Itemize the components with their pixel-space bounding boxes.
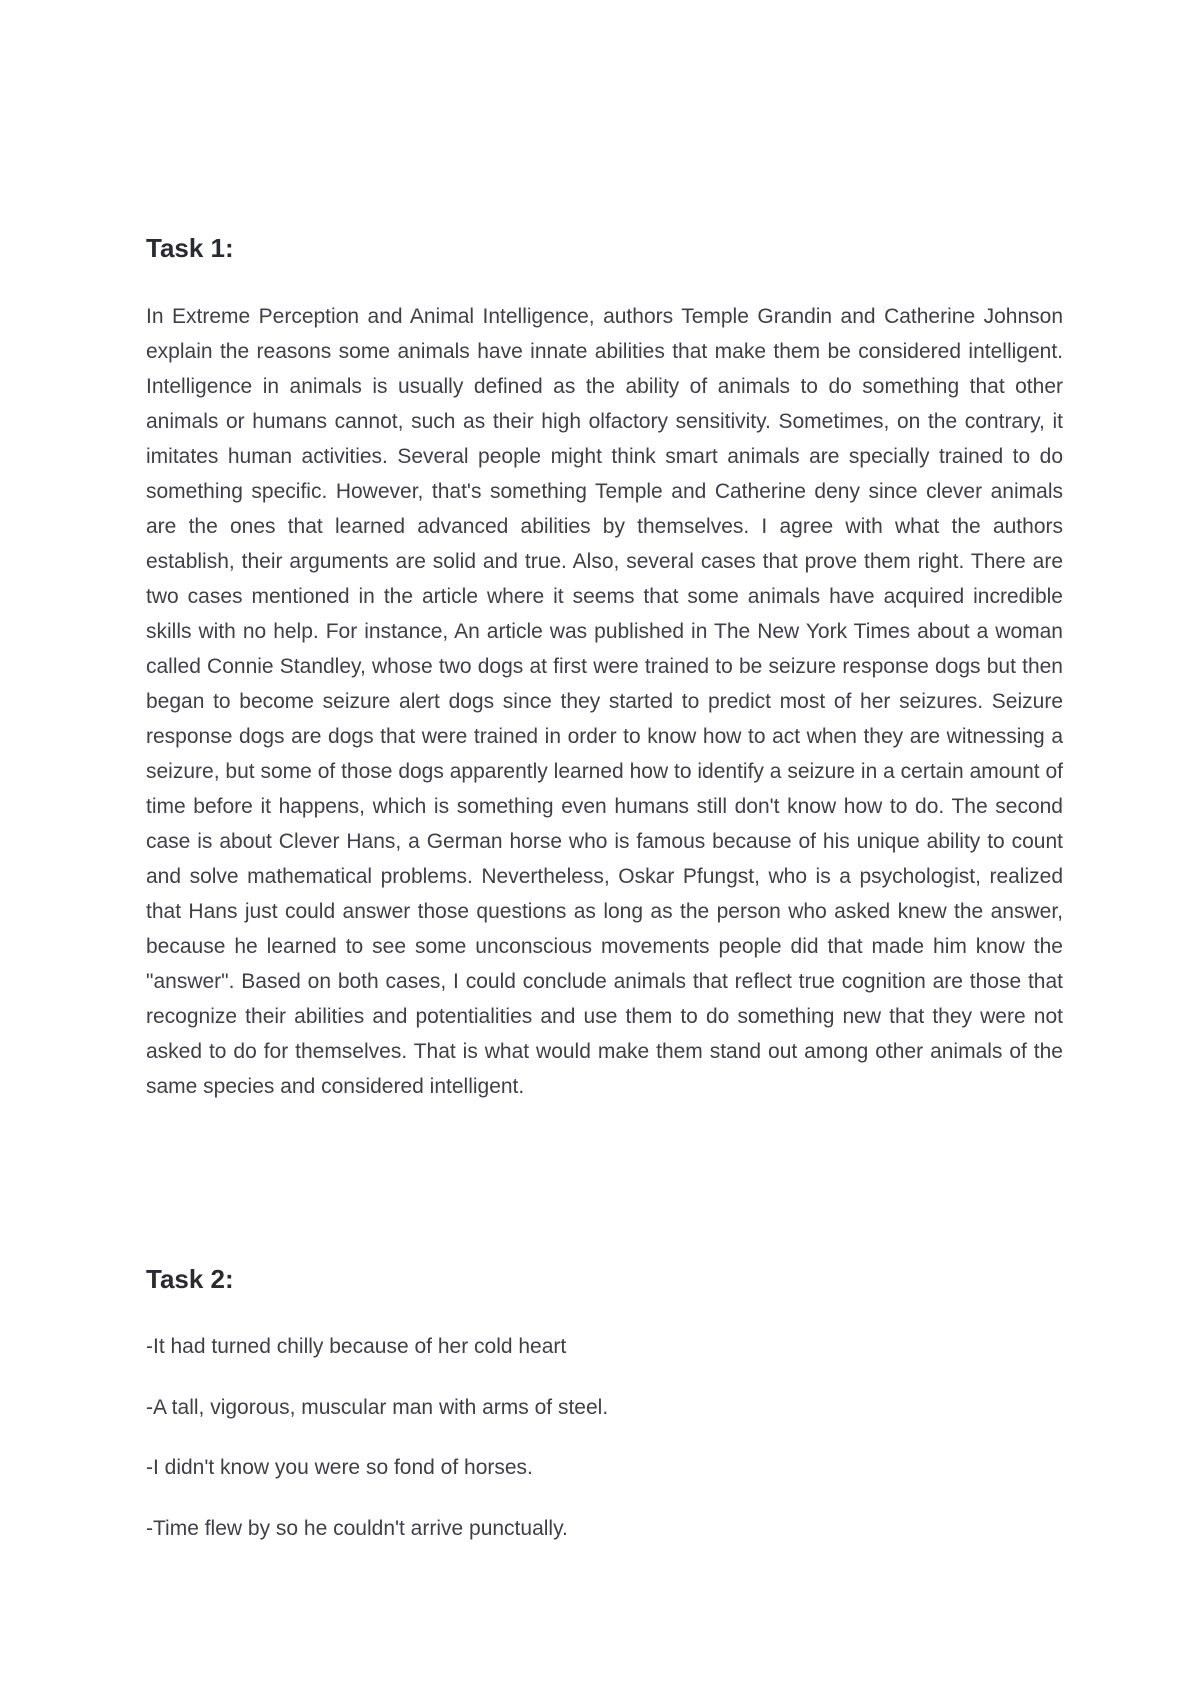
list-item: -I didn't know you were so fond of horses. [146, 1456, 533, 1479]
task1-paragraph: In Extreme Perception and Animal Intelligence, authors Temple Grandin and Catherine Johnson explain the reasons some animals have innate abilities that make them be considered intelligent. Intelligence in animals is usually defined as the ability of animals to do something that other animals or humans cannot, such as their high olfactory sensitivity. Sometimes, on the contrary, it imitates human activities. Several people might think smart animals are specially trained to do something specific. However, that's something Temple and Catherine deny since clever animals are the ones that learned advanced abilities by themselves. I agree with what the authors establish, their arguments are solid and true. Also, several cases that prove them right. There are two cases mentioned in the article where it seems that some animals have acquired incredible skills with no help. For instance, An article was published in The New York Times about a woman called Connie Standley, whose two dogs at first were trained to be seizure response dogs but then began to become seizure alert dogs since they started to predict most of her seizures. Seizure response dogs are dogs that were trained in order to know how to act when they are witnessing a seizure, but some of those dogs apparently learned how to identify a seizure in a certain amount of time before it happens, which is something even humans still don't know how to do. The second case is about Clever Hans, a German horse who is famous because of his unique ability to count and solve mathematical problems. Nevertheless, Oskar Pfungst, who is a psychologist, realized that Hans just could answer those questions as long as the person who asked knew the answer, because he learned to see some unconscious movements people did that made him know the "answer". Based on both cases, I could conclude animals that reflect true cognition are those that recognize their abilities and potentialities and use them to do something new that they were not asked to do for themselves. That is what would make them stand out among other animals of the same species and considered intelligent. [146, 305, 1063, 1098]
task2-sentence-list [146, 1329, 1063, 1571]
list-item: -It had turned chilly because of her cold heart [146, 1335, 567, 1358]
list-item: -Time flew by so he couldn't arrive punctually. [146, 1516, 568, 1540]
task2-heading: Task 2: [146, 1264, 234, 1294]
task1-heading: Task 1: [146, 233, 234, 263]
list-item: -A tall, vigorous, muscular man with arms of steel. [146, 1395, 609, 1419]
